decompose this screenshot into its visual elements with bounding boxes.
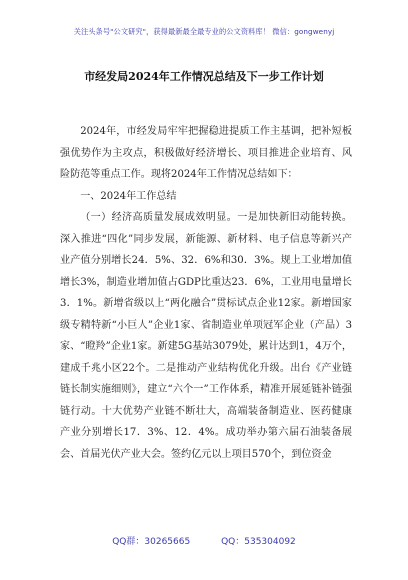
footer-qq: QQ：535304092 bbox=[221, 537, 296, 547]
intro-paragraph: 2024年，市经发局牢牢把握稳进提质工作主基调，把补短板强优势作为主攻点，积极做好经济增长、项目推进企业培育、风险防范等重点工作。现将2024年工作情况总结如下： bbox=[60, 126, 352, 180]
document-title: 市经发局2024年工作情况总结及下一步工作计划 bbox=[84, 70, 324, 83]
body-paragraph: （一）经济高质量发展成效明显。一是加快新旧动能转换。深入推进“四化”同步发展，新能源、新材料、电子信息等新兴产业产值分别增长24．5%、32．6%和30．3%。规上工业增加值增长3%，制造业增加值占GDP比重达23．6%，工业用电量增长3．1%。新增省级以上“两化融合”贯标试点企业12家。新增国家级专精特新“小巨人”企业1家、省制造业单项冠军企业（产品）3家、“瞪羚”企业1家。新建5G基站3079处，累计达到1，4万个，建成千兆小区22个。二是推动产业结构优化升级。出台《产业链链长制实施细则》，建立“六个一”工作体系，精准开展延链补链强链行动。十大优势产业链不断壮大，高端装备制造业、医药健康产业分别增长17．3%、12．4%。成功举办第六届石油装备展会、首届光伏产业大会。签约亿元以上项目570个，到位资金 bbox=[60, 212, 352, 460]
section-heading: 一、2024年工作总结 bbox=[80, 190, 177, 202]
footer-qq-group: QQ群：30265665 bbox=[112, 537, 191, 547]
footer-contact bbox=[0, 534, 408, 547]
document-body bbox=[60, 121, 352, 465]
header-note: 关注头条号"公文研究"，获得最新最全最专业的公文资料库！ 微信：gongwenyj bbox=[73, 27, 335, 36]
